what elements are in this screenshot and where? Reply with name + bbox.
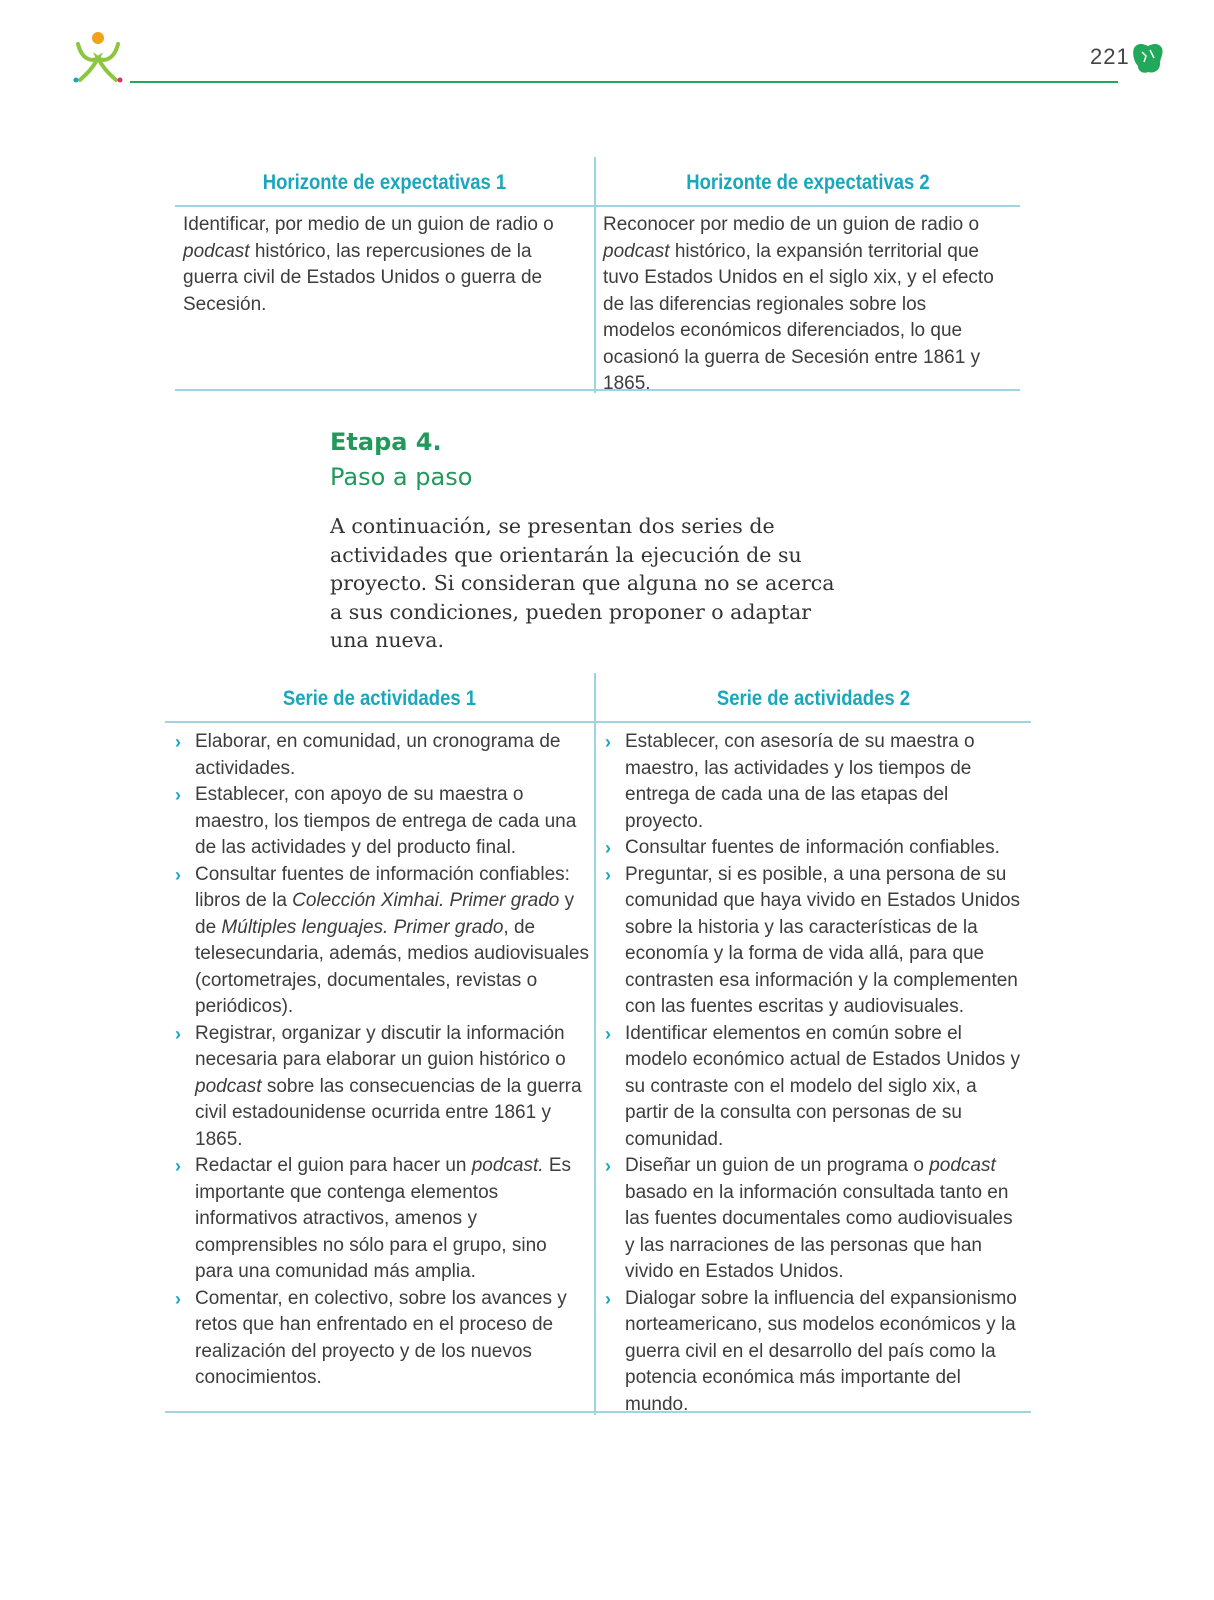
header-rule	[165, 721, 1031, 723]
expectativas-2-title: Horizonte de expectativas 2	[686, 171, 930, 194]
page-number: 221	[1090, 44, 1130, 69]
list-item: › Establecer, con asesoría de su maestra o maestro, las actividades y los tiempos de entrega de cada una de las etapas del proyecto.	[605, 731, 975, 832]
expectativas-1-title: Horizonte de expectativas 1	[262, 171, 507, 194]
header-rule	[175, 205, 1020, 207]
list-item: › Dialogar sobre la influencia del expansionismo norteamericano, sus modelos económicos y la guerra civil en el desarrollo del país como la potencia económica más importante del mundo.	[605, 1287, 1017, 1415]
list-item: › Diseñar un guion de un programa o podcast basado en la información consultada tanto en las fuentes documentales como audiovisuales y las narraciones de las personas que han vivido en Estados Unidos.	[605, 1155, 1013, 1282]
bullet-icon: ›	[605, 1023, 611, 1044]
bullet-icon: ›	[175, 1023, 181, 1044]
bullet-icon: ›	[605, 732, 611, 752]
series-table	[165, 673, 1031, 1415]
bullet-icon: ›	[605, 1156, 611, 1176]
serie-2-list	[601, 729, 1025, 1418]
serie-1-list	[171, 729, 589, 1392]
serie-2-title: Serie de actividades 2	[716, 687, 911, 710]
list-item: › Identificar elementos en común sobre el modelo económico actual de Estados Unidos y su contraste con el modelo del siglo xix, a partir de la consulta con personas de su comunidad.	[605, 1022, 1021, 1150]
bullet-icon: ›	[175, 864, 181, 885]
bullet-icon: ›	[605, 838, 611, 858]
header-rule	[130, 81, 1118, 83]
list-item: › Registrar, organizar y discutir la información necesaria para elaborar un guion histórico o podcast sobre las consecuencias de la guerra civil estadounidense ocurrida entre 1861 y 1865.	[175, 1022, 582, 1150]
flower-figure-logo	[72, 30, 124, 86]
bullet-icon: ›	[175, 785, 181, 805]
list-item: › Establecer, con apoyo de su maestra o maestro, los tiempos de entrega de cada una de las actividades y del producto final.	[175, 784, 577, 858]
list-item: › Elaborar, en comunidad, un cronograma de actividades.	[175, 731, 561, 779]
etapa-subtitle: Paso a paso	[330, 463, 473, 491]
etapa-intro: A continuación, se presentan dos series de actividades que orientarán la ejecución de su proyecto. Si consideran que alguna no se acerca a sus condiciones, pueden proponer o adaptar una nueva.	[330, 514, 835, 652]
column-divider	[594, 673, 596, 1415]
bullet-icon: ›	[175, 1156, 181, 1176]
list-item: › Consultar fuentes de información confiables: libros de la Colección Ximhai. Primer grado y de Múltiples lenguajes. Primer grado, de telesecundaria, además, medios audiovisuales (cortometrajes, documentales, revistas o periódicos).	[175, 863, 589, 1017]
list-item: › Comentar, en colectivo, sobre los avances y retos que han enfrentado en el proceso de realización del proyecto y de los nuevos conocimientos.	[175, 1287, 567, 1388]
bullet-icon: ›	[605, 1288, 611, 1309]
serie-1-title: Serie de actividades 1	[282, 687, 477, 710]
etapa-title: Etapa 4.	[330, 428, 442, 456]
list-item: › Consultar fuentes de información confiables.	[601, 835, 1025, 862]
expectativas-2-text: Reconocer por medio de un guion de radio o podcast histórico, la expansión territorial que tuvo Estados Unidos en el siglo xix, y el efecto de las diferencias regionales sobre los modelos económicos diferenciados, lo que ocasionó la guerra de Secesión entre 1861 y 1865.	[603, 214, 994, 394]
expectativas-table	[175, 157, 1020, 393]
mexico-map-icon	[1130, 40, 1166, 76]
list-item: › Redactar el guion para hacer un podcast. Es importante que contenga elementos informativos atractivos, amenos y comprensibles no sólo para el grupo, sino para una comunidad más amplia.	[175, 1155, 572, 1282]
bullet-icon: ›	[175, 732, 181, 752]
list-item: › Preguntar, si es posible, a una persona de su comunidad que haya vivido en Estados Unidos sobre la historia y las características de la economía y la forma de vida allá, para que contrasten esa información y la complementen con las fuentes escritas y audiovisuales.	[605, 863, 1021, 1017]
bullet-icon: ›	[605, 864, 611, 885]
expectativas-1-text: Identificar, por medio de un guion de radio o podcast histórico, las repercusiones de la guerra civil de Estados Unidos o guerra de Secesión.	[183, 214, 554, 315]
bullet-icon: ›	[175, 1288, 181, 1309]
